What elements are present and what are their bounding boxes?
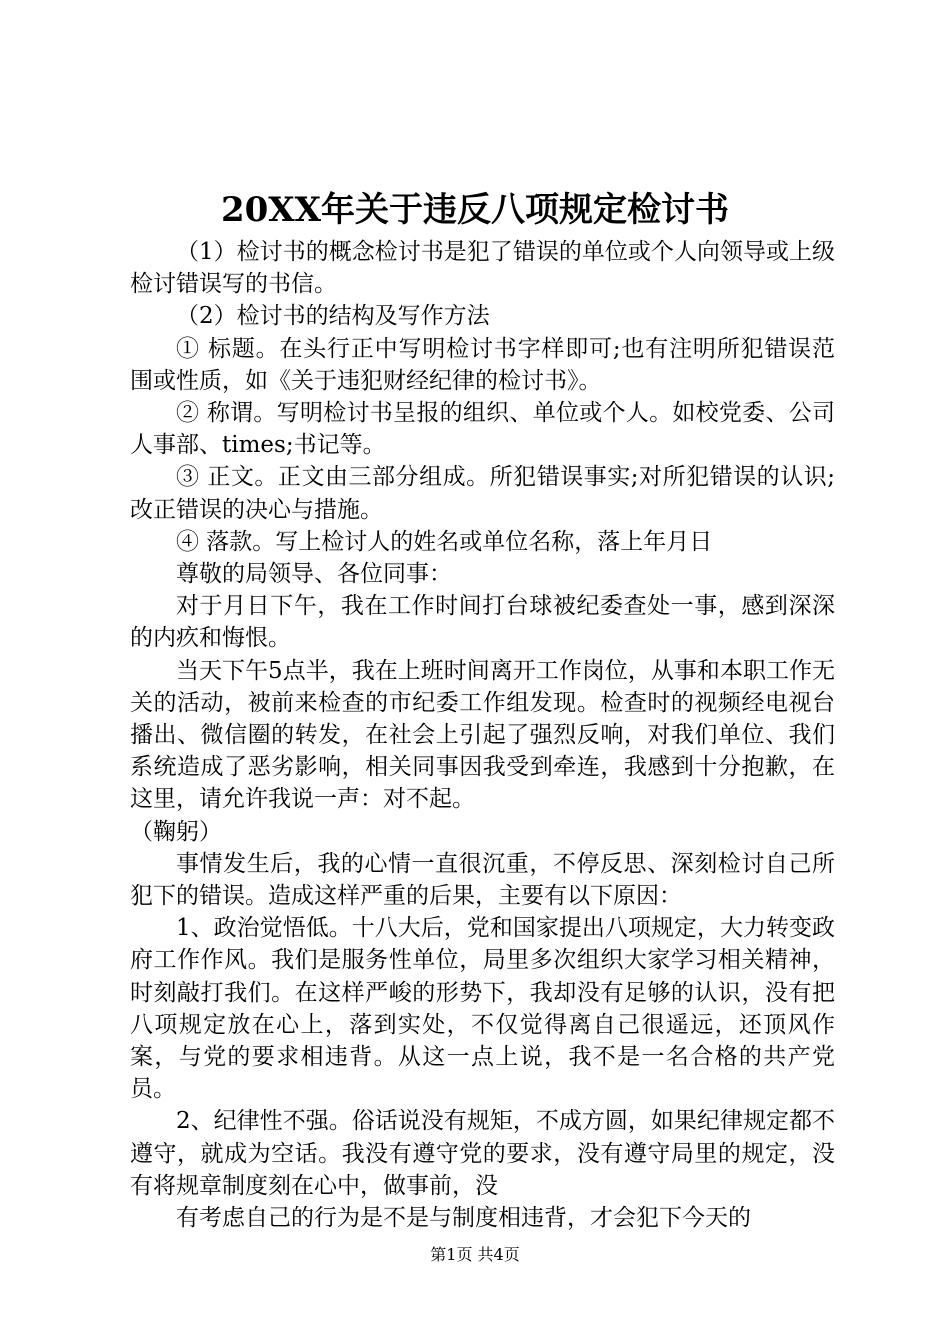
paragraph-reflection: 事情发生后，我的心情一直很沉重，不停反思、深刻检讨自己所犯下的错误。造成这样严重的后果，主要有以下原因：	[130, 850, 835, 910]
paragraph-salutation: 尊敬的局领导、各位同事：	[176, 561, 452, 588]
paragraph-reason-1: 1、政治觉悟低。十八大后，党和国家提出八项规定，大力转变政府工作作风。我们是服务性单位，局里多次组织大家学习相关精神，时刻敲打我们。在这样严峻的形势下，我却没有足够的认识，没有把八项规定放在心上，落到实处，不仅觉得离自己很遥远，还顶风作案，与党的要求相违背。从这一点上说，我不是一名合格的共产党员。	[130, 915, 835, 1103]
document-body	[130, 236, 835, 1234]
paragraph-reason-2: 2、纪律性不强。俗话说没有规矩，不成方圆，如果纪律规定都不遵守，就成为空话。我没有遵守党的要求，没有遵守局里的规定，没有将规章制度刻在心中，做事前，没	[130, 1108, 835, 1199]
paragraph-structure: （2）检讨书的结构及写作方法	[176, 303, 490, 330]
paragraph-signature-rule: ④ 落款。写上检讨人的姓名或单位名称，落上年月日	[176, 528, 713, 555]
paragraph-body-rule: ③ 正文。正文由三部分组成。所犯错误事实;对所犯错误的认识;改正错误的决心与措施。	[130, 464, 835, 523]
paragraph-salutation-rule: ② 称谓。写明检讨书呈报的组织、单位或个人。如校党委、公司人事部、times;书记等。	[130, 400, 835, 459]
paragraph-concept: （1）检讨书的概念检讨书是犯了错误的单位或个人向领导或上级检讨错误写的书信。	[130, 239, 835, 298]
document-title: 20XX年关于违反八项规定检讨书	[220, 190, 730, 230]
paragraph-continuation: 有考虑自己的行为是不是与制度相违背，才会犯下今天的	[176, 1205, 751, 1232]
paragraph-title-rule: ① 标题。在头行正中写明检讨书字样即可;也有注明所犯错误范围或性质，如《关于违犯财经纪律的检讨书》。	[130, 335, 835, 394]
paragraph-incident: 对于月日下午，我在工作时间打台球被纪委查处一事，感到深深的内疚和悔恨。	[130, 593, 835, 652]
paragraph-bow: （鞠躬）	[130, 818, 222, 845]
page-footer: 第1页 共4页	[430, 1245, 520, 1264]
paragraph-details: 当天下午5点半，我在上班时间离开工作岗位，从事和本职工作无关的活动，被前来检查的市纪委工作组发现。检查时的视频经电视台播出、微信圈的转发，在社会上引起了强烈反响，对我们单位、我们系统造成了恶劣影响，相关同事因我受到牵连，我感到十分抱歉，在这里，请允许我说一声：对不起。	[130, 657, 835, 813]
